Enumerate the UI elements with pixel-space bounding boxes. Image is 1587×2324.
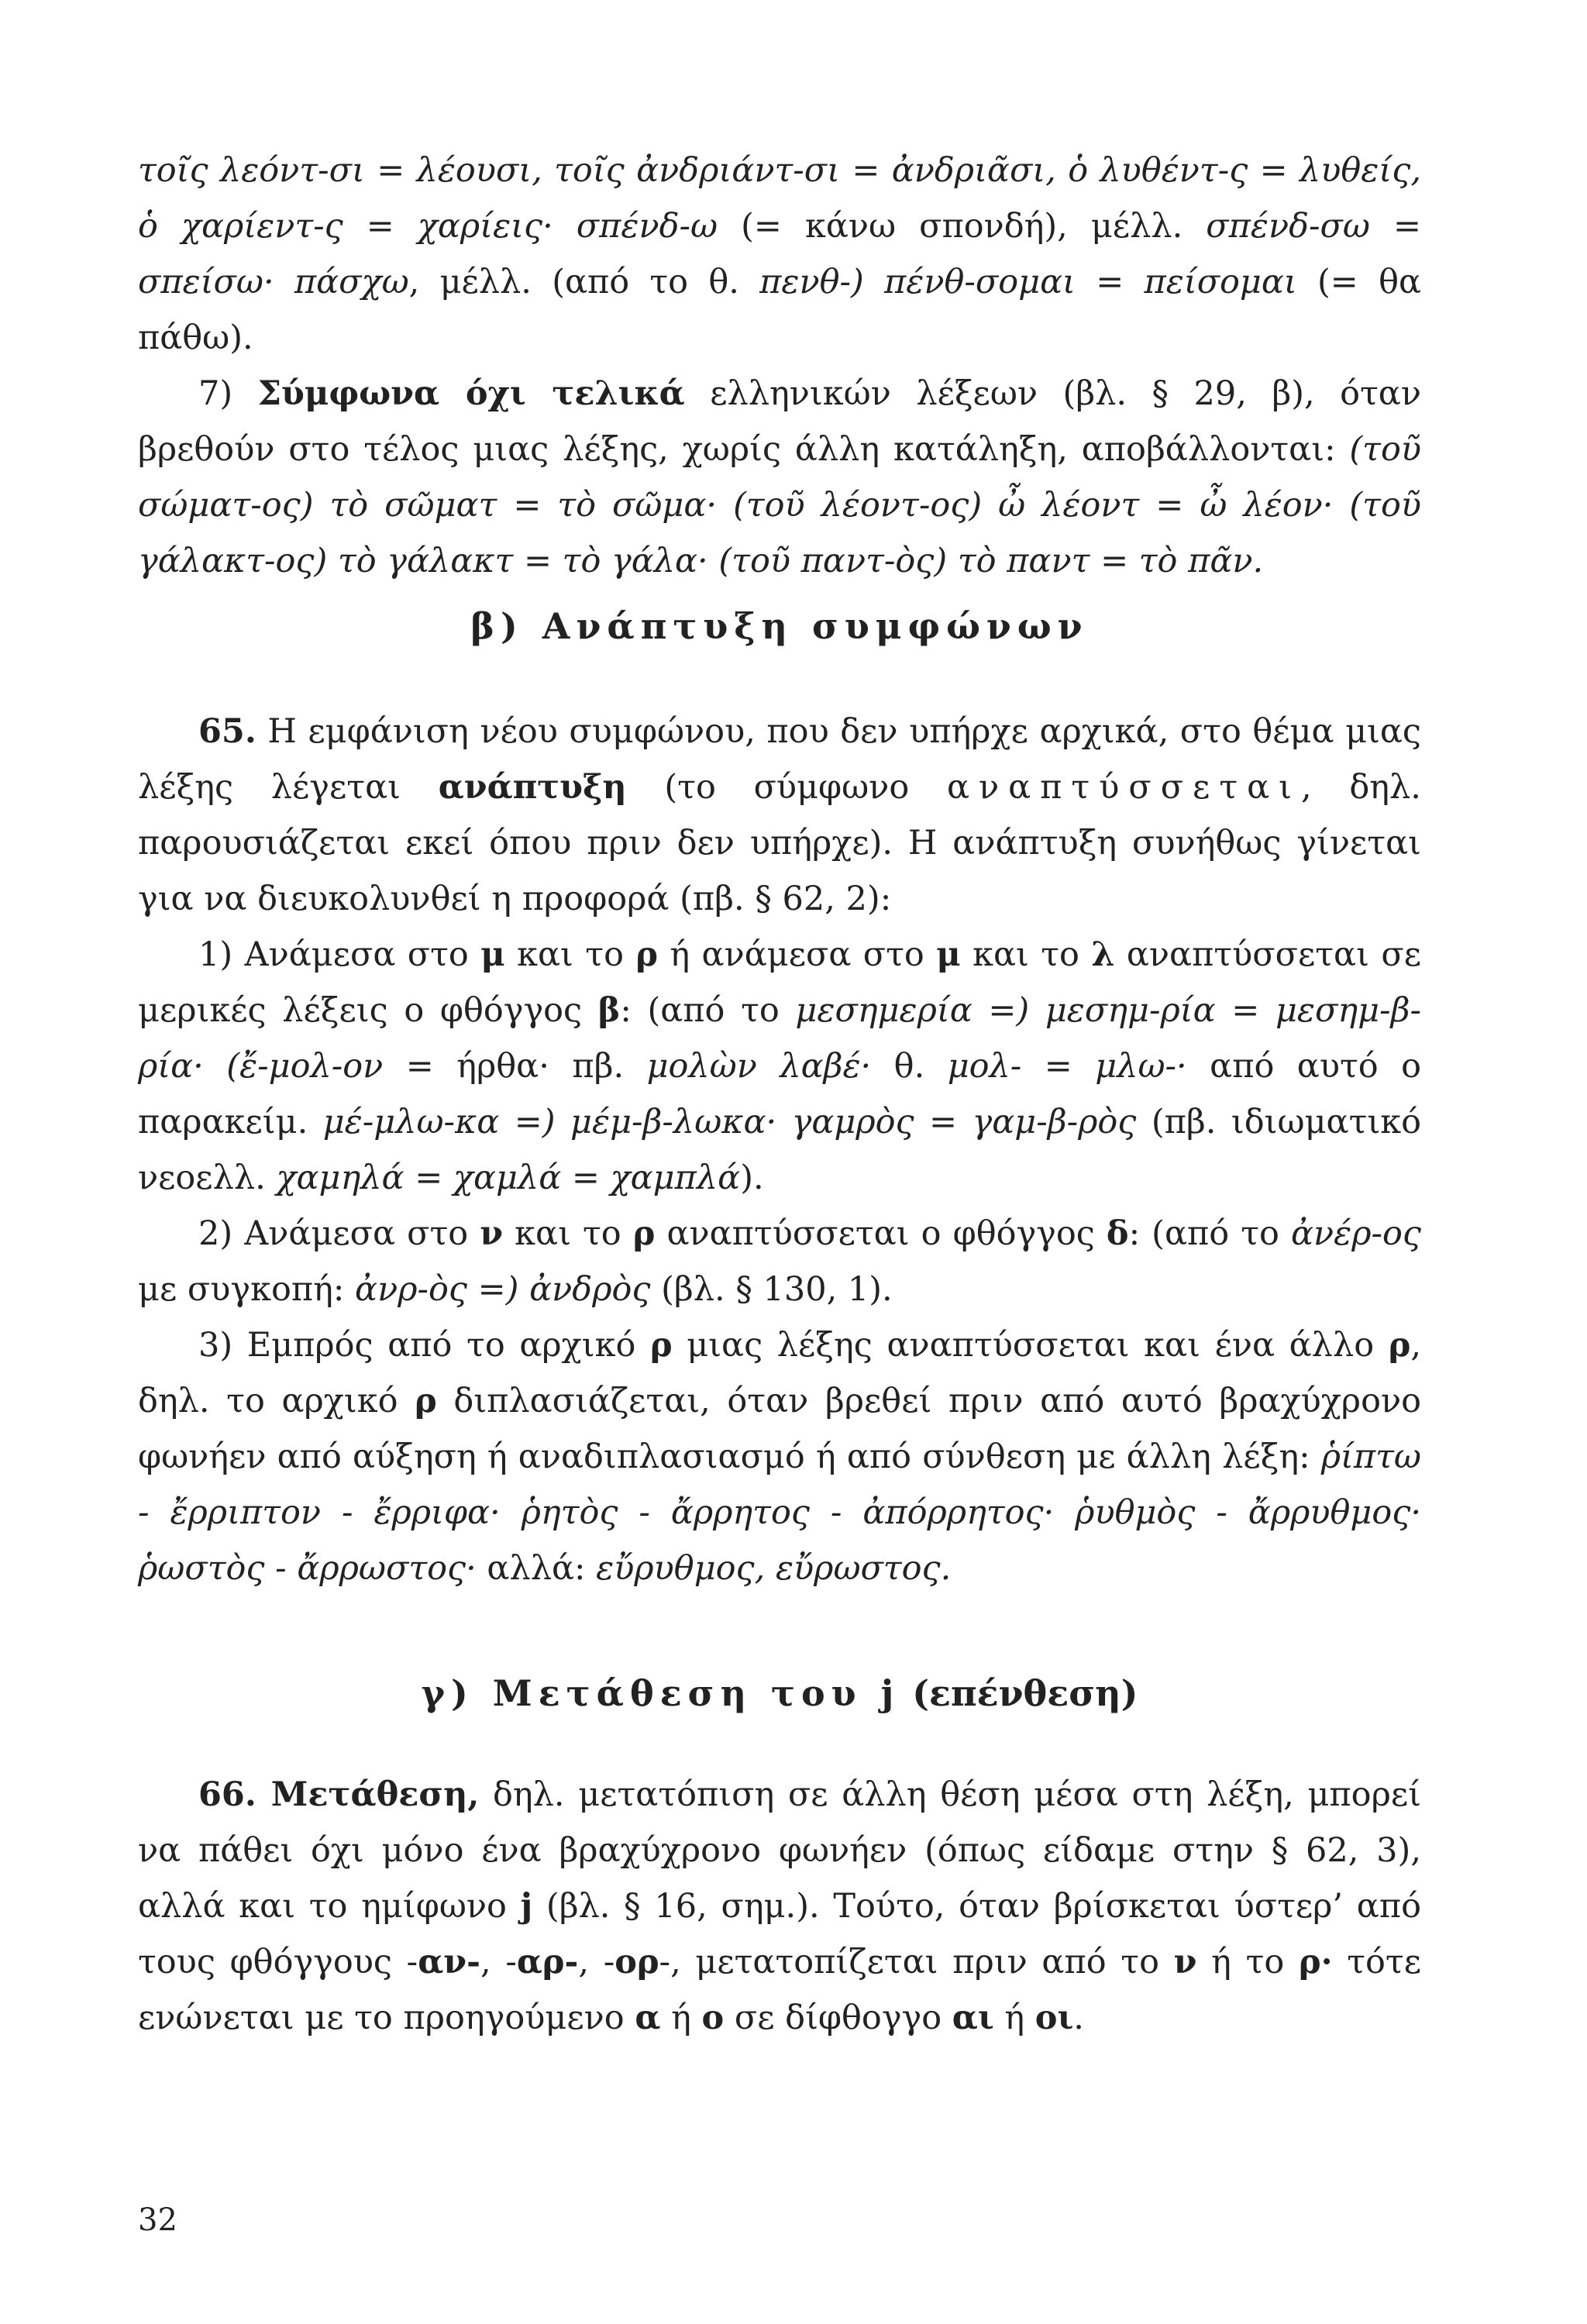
paragraph-item-2 bbox=[138, 1206, 1421, 1317]
text-segment: 3) Εμπρός από το αρχικό bbox=[198, 1326, 650, 1365]
text-segment: και το bbox=[504, 935, 636, 974]
heading-spaced-text: γ) Μετάθεση του bbox=[421, 1672, 862, 1714]
bold-letter: αρ- bbox=[516, 1943, 579, 1981]
text-segment: σε δίφθογγο bbox=[724, 1999, 952, 2037]
text-segment: , - bbox=[578, 1943, 615, 1981]
paragraph-continuation bbox=[138, 143, 1421, 366]
bold-letter: ρ bbox=[649, 1326, 673, 1365]
bold-letter: μ bbox=[480, 935, 505, 974]
text-segment: με συγκοπή: bbox=[138, 1270, 356, 1309]
text-segment: = ήρθα· πβ. bbox=[383, 1047, 647, 1086]
text-segment: 7) bbox=[198, 374, 258, 413]
text-segment: αλλά: bbox=[476, 1549, 597, 1588]
text-segment: ). bbox=[740, 1159, 764, 1197]
text-segment: (τοῦ σώματ-ος) τὸ σῶματ = τὸ σῶμα· (τοῦ λέοντ-ος) ὦ λέοντ = ὦ λέον· (τοῦ γάλακτ-ος) τὸ γάλακτ = τὸ γάλα· (τοῦ παντ-ὸς) τὸ παντ = τὸ πᾶν. bbox=[138, 430, 1421, 580]
heading-j: j bbox=[880, 1672, 894, 1714]
text-segment: : (από το bbox=[1128, 1214, 1291, 1253]
text-segment: (βλ. § 130, 1). bbox=[650, 1270, 893, 1309]
bold-letter: λ bbox=[1091, 935, 1115, 974]
text-segment: από αυτό ο παρακείμ. bbox=[138, 1047, 1421, 1141]
text-segment: (βλ. § 16, σημ.). Τούτο, όταν βρίσκεται ύστερ’ από τους φθόγγους - bbox=[138, 1887, 1421, 1981]
text-segment: θ. bbox=[871, 1047, 948, 1086]
text-segment: μολὼν λαβέ· bbox=[646, 1047, 872, 1086]
section-c-body bbox=[138, 1767, 1421, 2046]
paragraph-item-3 bbox=[138, 1317, 1421, 1596]
bold-letter: ορ bbox=[614, 1943, 659, 1981]
text-segment: ή bbox=[660, 1999, 702, 2037]
text-segment: μεσημερία =) μεσημ-ρία = μεσημ-β-ρία· (ἔ-μολ-ον bbox=[138, 991, 1421, 1086]
bold-term: ανάπτυξη bbox=[438, 768, 627, 807]
text-segment: εὔρυθμος, εὔρωστος. bbox=[596, 1549, 952, 1588]
text-segment: τότε ενώνεται με το προηγούμενο bbox=[138, 1943, 1421, 2037]
text-segment: 1) Ανάμεσα στο bbox=[198, 935, 481, 974]
text-segment: μιας λέξης αναπτύσσεται και ένα άλλο bbox=[672, 1326, 1389, 1365]
text-segment: (= κάνω σπονδή), μέλλ. bbox=[718, 207, 1207, 246]
text-segment: ή bbox=[993, 1999, 1035, 2037]
section-b-body bbox=[138, 704, 1421, 1596]
paragraph-66 bbox=[138, 1767, 1421, 2046]
bold-letter: ρ bbox=[1388, 1326, 1411, 1365]
text-segment: (πβ. ιδιωματικό νεοελλ. bbox=[138, 1103, 1421, 1197]
text-segment: ελληνικών λέξεων (βλ. § 29, β), όταν βρεθούν στο τέλος μιας λέξης, χωρίς άλλη κατάληξη, αποβάλλονται: bbox=[138, 374, 1421, 469]
top-text bbox=[138, 143, 1421, 589]
text-segment: ῥίπτω - ἔρριπτον - ἔρριφα· ῥητὸς - ἄρρητος - ἀπόρρητος· ῥυθμὸς - ἄρρυθμος· ῥωστὸς - ἄρρωστος· bbox=[138, 1437, 1421, 1588]
text-segment: μολ- = μλω-· bbox=[947, 1047, 1187, 1086]
text-segment: (= θα πάθω). bbox=[138, 263, 1421, 357]
paragraph-rule-7 bbox=[138, 366, 1421, 589]
text-segment: , - bbox=[480, 1943, 517, 1981]
bold-letter: ρ bbox=[635, 935, 658, 974]
bold-letter: μ bbox=[936, 935, 961, 974]
text-segment: δηλ. μετατόπιση σε άλλη θέση μέσα στη λέξη, μπορεί να πάθει όχι μόνο ένα βραχύχρονο φωνήεν (όπως είδαμε στην § 62, 3), αλλά και το ημίφωνο bbox=[138, 1775, 1421, 1926]
text-segment: , μέλλ. (από το θ. bbox=[408, 263, 760, 301]
text-segment: πενθ-) πένθ-σομαι = πείσομαι bbox=[759, 263, 1297, 301]
heading-tail: (επένθεση) bbox=[912, 1672, 1138, 1714]
bold-letter: α bbox=[635, 1999, 661, 2037]
bold-letter: ν bbox=[480, 1214, 504, 1253]
bold-letter: αι bbox=[952, 1999, 994, 2037]
paragraph-number: 66. Μετάθεση, bbox=[198, 1775, 480, 1814]
text-segment: ἀνρ-ὸς =) ἀνδρὸς bbox=[355, 1270, 651, 1309]
paragraph-item-1 bbox=[138, 927, 1421, 1206]
bold-letter: οι bbox=[1034, 1999, 1074, 2037]
text-segment: χαμηλά = χαμλά = χαμπλά bbox=[276, 1159, 741, 1197]
text-segment: μέ-μλω-κα =) μέμ-β-λωκα· γαμρὸς = γαμ-β-ρὸς bbox=[322, 1103, 1137, 1141]
section-heading-b: β) Ανάπτυξη συμφώνων bbox=[470, 605, 1089, 647]
text-segment: ἀνέρ-ος bbox=[1290, 1214, 1422, 1253]
text-segment: και το bbox=[503, 1214, 633, 1253]
text-segment: , δηλ. παρουσιάζεται εκεί όπου πριν δεν υπήρχε). Η ανάπτυξη συνήθως γίνεται για να διευκολυνθεί η προφορά (πβ. § 62, 2): bbox=[138, 768, 1421, 918]
paragraph-65 bbox=[138, 704, 1421, 927]
text-segment: αναπτύσσεται ο φθόγγος bbox=[655, 1214, 1107, 1253]
text-segment: 2) Ανάμεσα στο bbox=[198, 1214, 480, 1253]
bold-letter: ρ bbox=[415, 1382, 437, 1420]
spaced-term: αναπτύσσεται bbox=[946, 768, 1302, 807]
text-segment: Η εμφάνιση νέου συμφώνου, που δεν υπήρχε αρχικά, στο θέμα μιας λέξης λέγεται bbox=[138, 712, 1421, 807]
section-heading-c bbox=[138, 1670, 1421, 1716]
text-segment: αναπτύσσεται σε μερικές λέξεις ο φθόγγος bbox=[138, 935, 1421, 1030]
bold-term: Σύμφωνα όχι τελικά bbox=[257, 374, 685, 413]
text-segment: τοῖς λεόντ-σι = λέουσι, τοῖς ἀνδριάντ-σι = ἀνδριᾶσι, ὁ λυθέντ-ς = λυθείς, ὁ χαρίεντ-ς = χαρίεις· σπένδ-ω bbox=[138, 151, 1421, 246]
paragraph-number: 65. bbox=[198, 712, 256, 751]
bold-letter: β bbox=[597, 991, 621, 1030]
bold-letter: ρ· bbox=[1298, 1943, 1333, 1981]
text-segment: , δηλ. το αρχικό bbox=[138, 1326, 1421, 1420]
text-segment: διπλασιάζεται, όταν βρεθεί πριν από αυτό βραχύχρονο φωνήεν από αύξηση ή αναδιπλασιασμό ή από σύνθεση με άλλη λέξη: bbox=[138, 1382, 1421, 1476]
text-segment: . bbox=[1073, 1999, 1084, 2037]
bold-letter: ο bbox=[701, 1999, 725, 2037]
page-number: 32 bbox=[138, 2202, 177, 2238]
text-segment: : (από το bbox=[620, 991, 796, 1030]
text-segment: και το bbox=[960, 935, 1092, 974]
bold-letter: ν bbox=[1173, 1943, 1197, 1981]
text-segment: -, μετατοπίζεται πριν από το bbox=[659, 1943, 1174, 1981]
bold-letter: δ bbox=[1106, 1214, 1129, 1253]
text-segment: (το σύμφωνο bbox=[626, 768, 947, 807]
bold-letter: αν- bbox=[418, 1943, 480, 1981]
text-segment: ή ανάμεσα στο bbox=[657, 935, 937, 974]
bold-letter: j bbox=[520, 1887, 533, 1926]
bold-letter: ρ bbox=[632, 1214, 656, 1253]
text-segment: ή το bbox=[1196, 1943, 1299, 1981]
text-segment: σπένδ-σω = σπείσω· πάσχω bbox=[138, 207, 1421, 301]
